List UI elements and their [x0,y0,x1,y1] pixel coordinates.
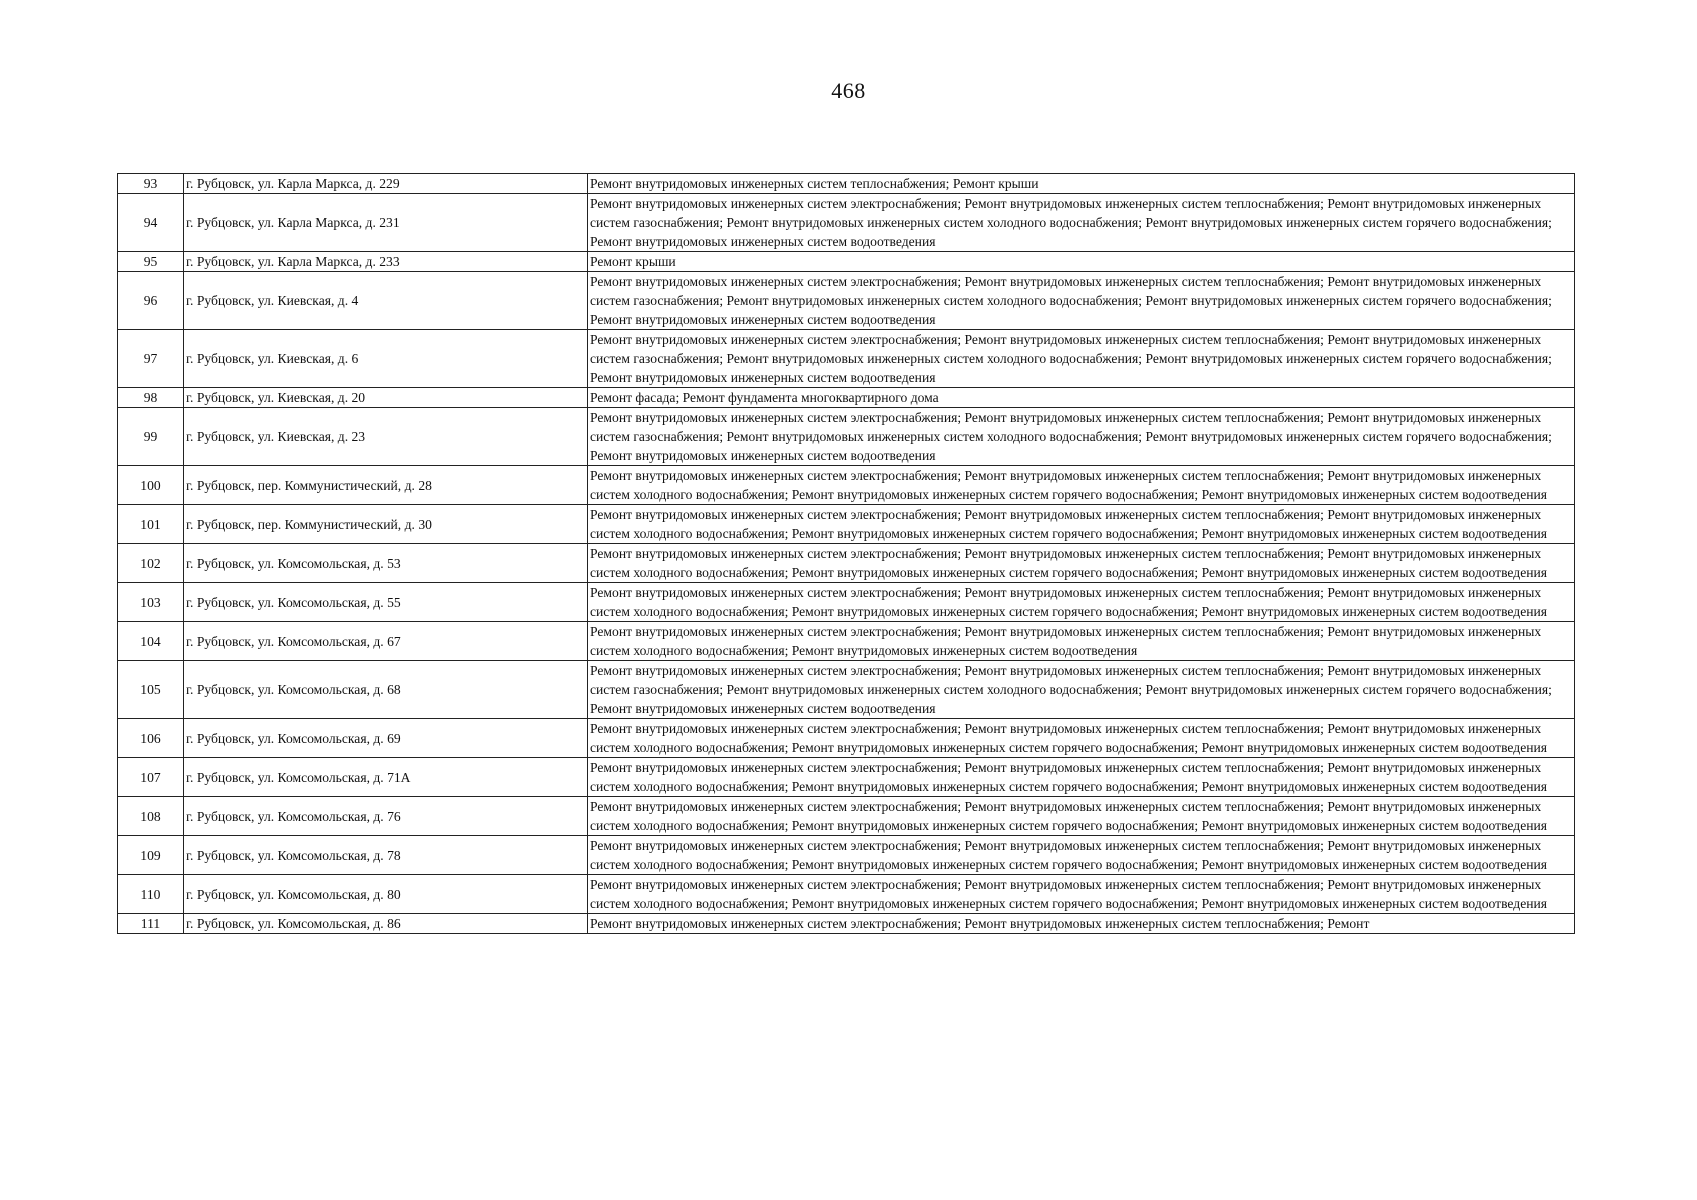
address-cell: г. Рубцовск, ул. Карла Маркса, д. 229 [184,174,588,194]
address-cell: г. Рубцовск, ул. Комсомольская, д. 55 [184,583,588,622]
address-cell: г. Рубцовск, ул. Киевская, д. 23 [184,408,588,466]
works-cell: Ремонт внутридомовых инженерных систем электроснабжения; Ремонт внутридомовых инженерных систем теплоснабжения; Ремонт внутридомовых инженерных систем холодного водоснабжения; Ремонт внутридомовых инженерных систем горячего водоснабжения; Ремонт внутридомовых инженерных систем водоотведения [588,583,1575,622]
table-row [118,797,1575,836]
table-row [118,661,1575,719]
works-cell: Ремонт внутридомовых инженерных систем электроснабжения; Ремонт внутридомовых инженерных систем теплоснабжения; Ремонт внутридомовых инженерных систем холодного водоснабжения; Ремонт внутридомовых инженерных систем горячего водоснабжения; Ремонт внутридомовых инженерных систем водоотведения [588,505,1575,544]
table-row [118,388,1575,408]
table-row [118,875,1575,914]
table-row [118,719,1575,758]
works-cell: Ремонт внутридомовых инженерных систем электроснабжения; Ремонт внутридомовых инженерных систем теплоснабжения; Ремонт внутридомовых инженерных систем холодного водоснабжения; Ремонт внутридомовых инженерных систем водоотведения [588,622,1575,661]
works-cell: Ремонт внутридомовых инженерных систем электроснабжения; Ремонт внутридомовых инженерных систем теплоснабжения; Ремонт внутридомовых инженерных систем газоснабжения; Ремонт внутридомовых инженерных систем холодного водоснабжения; Ремонт внутридомовых инженерных систем горячего водоснабжения; Ремонт внутридомовых инженерных систем водоотведения [588,408,1575,466]
works-cell: Ремонт внутридомовых инженерных систем теплоснабжения; Ремонт крыши [588,174,1575,194]
works-cell: Ремонт внутридомовых инженерных систем электроснабжения; Ремонт внутридомовых инженерных систем теплоснабжения; Ремонт [588,914,1575,934]
works-cell: Ремонт внутридомовых инженерных систем электроснабжения; Ремонт внутридомовых инженерных систем теплоснабжения; Ремонт внутридомовых инженерных систем газоснабжения; Ремонт внутридомовых инженерных систем холодного водоснабжения; Ремонт внутридомовых инженерных систем горячего водоснабжения; Ремонт внутридомовых инженерных систем водоотведения [588,194,1575,252]
address-cell: г. Рубцовск, ул. Карла Маркса, д. 233 [184,252,588,272]
table-row [118,466,1575,505]
row-number-cell: 105 [118,661,184,719]
works-cell: Ремонт внутридомовых инженерных систем электроснабжения; Ремонт внутридомовых инженерных систем теплоснабжения; Ремонт внутридомовых инженерных систем газоснабжения; Ремонт внутридомовых инженерных систем холодного водоснабжения; Ремонт внутридомовых инженерных систем горячего водоснабжения; Ремонт внутридомовых инженерных систем водоотведения [588,661,1575,719]
address-cell: г. Рубцовск, ул. Комсомольская, д. 71А [184,758,588,797]
address-cell: г. Рубцовск, ул. Киевская, д. 4 [184,272,588,330]
page-number: 468 [831,78,866,103]
table-row [118,272,1575,330]
row-number-cell: 102 [118,544,184,583]
table-row [118,174,1575,194]
works-cell: Ремонт внутридомовых инженерных систем электроснабжения; Ремонт внутридомовых инженерных систем теплоснабжения; Ремонт внутридомовых инженерных систем холодного водоснабжения; Ремонт внутридомовых инженерных систем горячего водоснабжения; Ремонт внутридомовых инженерных систем водоотведения [588,719,1575,758]
row-number-cell: 93 [118,174,184,194]
table-row [118,622,1575,661]
table-row [118,758,1575,797]
table-row [118,583,1575,622]
address-cell: г. Рубцовск, пер. Коммунистический, д. 30 [184,505,588,544]
row-number-cell: 109 [118,836,184,875]
works-cell: Ремонт внутридомовых инженерных систем электроснабжения; Ремонт внутридомовых инженерных систем теплоснабжения; Ремонт внутридомовых инженерных систем холодного водоснабжения; Ремонт внутридомовых инженерных систем горячего водоснабжения; Ремонт внутридомовых инженерных систем водоотведения [588,836,1575,875]
row-number-cell: 98 [118,388,184,408]
table-row [118,505,1575,544]
table-row [118,914,1575,934]
address-cell: г. Рубцовск, ул. Комсомольская, д. 53 [184,544,588,583]
works-cell: Ремонт крыши [588,252,1575,272]
address-cell: г. Рубцовск, ул. Комсомольская, д. 86 [184,914,588,934]
row-number-cell: 111 [118,914,184,934]
works-cell: Ремонт внутридомовых инженерных систем электроснабжения; Ремонт внутридомовых инженерных систем теплоснабжения; Ремонт внутридомовых инженерных систем газоснабжения; Ремонт внутридомовых инженерных систем холодного водоснабжения; Ремонт внутридомовых инженерных систем горячего водоснабжения; Ремонт внутридомовых инженерных систем водоотведения [588,330,1575,388]
table-row [118,330,1575,388]
table-row [118,408,1575,466]
row-number-cell: 96 [118,272,184,330]
row-number-cell: 110 [118,875,184,914]
works-table [117,173,1575,934]
address-cell: г. Рубцовск, ул. Киевская, д. 6 [184,330,588,388]
address-cell: г. Рубцовск, ул. Карла Маркса, д. 231 [184,194,588,252]
address-cell: г. Рубцовск, ул. Киевская, д. 20 [184,388,588,408]
row-number-cell: 101 [118,505,184,544]
row-number-cell: 94 [118,194,184,252]
address-cell: г. Рубцовск, ул. Комсомольская, д. 67 [184,622,588,661]
row-number-cell: 107 [118,758,184,797]
table-row [118,544,1575,583]
row-number-cell: 103 [118,583,184,622]
address-cell: г. Рубцовск, пер. Коммунистический, д. 28 [184,466,588,505]
works-cell: Ремонт внутридомовых инженерных систем электроснабжения; Ремонт внутридомовых инженерных систем теплоснабжения; Ремонт внутридомовых инженерных систем холодного водоснабжения; Ремонт внутридомовых инженерных систем горячего водоснабжения; Ремонт внутридомовых инженерных систем водоотведения [588,544,1575,583]
address-cell: г. Рубцовск, ул. Комсомольская, д. 80 [184,875,588,914]
address-cell: г. Рубцовск, ул. Комсомольская, д. 69 [184,719,588,758]
address-cell: г. Рубцовск, ул. Комсомольская, д. 68 [184,661,588,719]
table-row [118,252,1575,272]
row-number-cell: 104 [118,622,184,661]
table-body [118,174,1575,934]
works-cell: Ремонт внутридомовых инженерных систем электроснабжения; Ремонт внутридомовых инженерных систем теплоснабжения; Ремонт внутридомовых инженерных систем холодного водоснабжения; Ремонт внутридомовых инженерных систем горячего водоснабжения; Ремонт внутридомовых инженерных систем водоотведения [588,797,1575,836]
works-cell: Ремонт фасада; Ремонт фундамента многоквартирного дома [588,388,1575,408]
row-number-cell: 97 [118,330,184,388]
address-cell: г. Рубцовск, ул. Комсомольская, д. 78 [184,836,588,875]
row-number-cell: 100 [118,466,184,505]
works-cell: Ремонт внутридомовых инженерных систем электроснабжения; Ремонт внутридомовых инженерных систем теплоснабжения; Ремонт внутридомовых инженерных систем холодного водоснабжения; Ремонт внутридомовых инженерных систем горячего водоснабжения; Ремонт внутридомовых инженерных систем водоотведения [588,466,1575,505]
row-number-cell: 99 [118,408,184,466]
works-cell: Ремонт внутридомовых инженерных систем электроснабжения; Ремонт внутридомовых инженерных систем теплоснабжения; Ремонт внутридомовых инженерных систем холодного водоснабжения; Ремонт внутридомовых инженерных систем горячего водоснабжения; Ремонт внутридомовых инженерных систем водоотведения [588,758,1575,797]
works-cell: Ремонт внутридомовых инженерных систем электроснабжения; Ремонт внутридомовых инженерных систем теплоснабжения; Ремонт внутридомовых инженерных систем газоснабжения; Ремонт внутридомовых инженерных систем холодного водоснабжения; Ремонт внутридомовых инженерных систем горячего водоснабжения; Ремонт внутридомовых инженерных систем водоотведения [588,272,1575,330]
works-cell: Ремонт внутридомовых инженерных систем электроснабжения; Ремонт внутридомовых инженерных систем теплоснабжения; Ремонт внутридомовых инженерных систем холодного водоснабжения; Ремонт внутридомовых инженерных систем горячего водоснабжения; Ремонт внутридомовых инженерных систем водоотведения [588,875,1575,914]
table-row [118,194,1575,252]
address-cell: г. Рубцовск, ул. Комсомольская, д. 76 [184,797,588,836]
row-number-cell: 106 [118,719,184,758]
row-number-cell: 108 [118,797,184,836]
row-number-cell: 95 [118,252,184,272]
table-row [118,836,1575,875]
